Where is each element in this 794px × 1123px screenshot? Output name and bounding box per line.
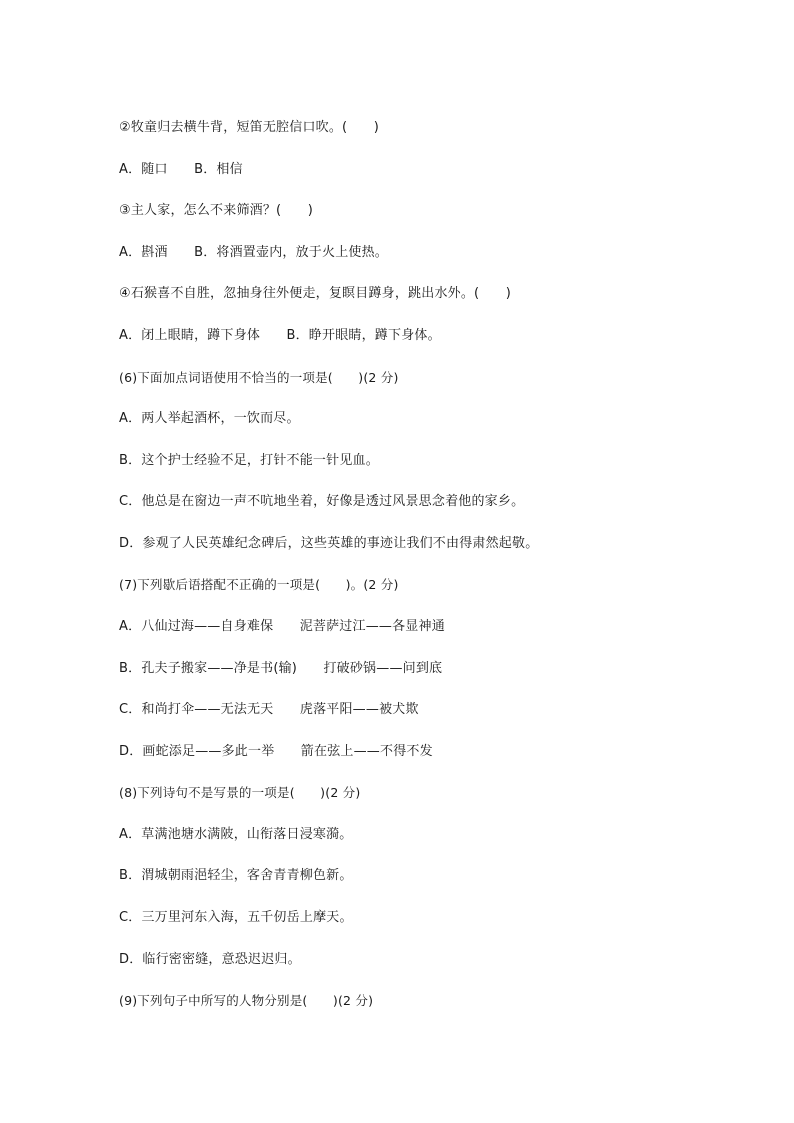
question-6-option-c: C．他总是在窗边一声不吭地坐着，好像是透过风景思念着他的家乡。: [119, 494, 525, 509]
question-6-option-a: A．两人举起酒杯，一饮而尽。: [119, 411, 300, 426]
question-5-item-2-options: A．随口 B．相信: [119, 162, 243, 177]
question-5-item-4-options: A．闭上眼睛，蹲下身体 B．睁开眼睛，蹲下身体。: [119, 328, 441, 343]
question-5-item-3: ③主人家，怎么不来筛酒？( ): [119, 203, 313, 218]
question-7-option-c: C．和尚打伞——无法无天 虎落平阳——被犬欺: [119, 702, 419, 717]
question-5-item-2: ②牧童归去横牛背，短笛无腔信口吹。( ): [119, 120, 379, 135]
question-7-option-d: D．画蛇添足——多此一举 箭在弦上——不得不发: [119, 744, 433, 759]
question-8-option-c: C．三万里河东入海，五千仞岳上摩天。: [119, 910, 353, 925]
question-6-stem: (6)下面加点词语使用不恰当的一项是( )(2 分): [119, 370, 399, 385]
question-6-option-b: B．这个护士经验不足，打针不能一针见血。: [119, 453, 379, 468]
question-7-stem: (7)下列歇后语搭配不正确的一项是( )。(2 分): [119, 577, 399, 592]
question-7-option-b: B．孔夫子搬家——净是书(输) 打破砂锅——问到底: [119, 661, 443, 676]
question-6-option-d: D．参观了人民英雄纪念碑后，这些英雄的事迹让我们不由得肃然起敬。: [119, 536, 539, 551]
question-7-option-a: A．八仙过海——自身难保 泥菩萨过江——各显神通: [119, 619, 445, 634]
question-8-option-b: B．渭城朝雨浥轻尘，客舍青青柳色新。: [119, 868, 353, 883]
question-5-item-3-options: A．斟酒 B．将酒置壶内，放于火上使热。: [119, 245, 389, 260]
question-8-stem: (8)下列诗句不是写景的一项是( )(2 分): [119, 785, 361, 800]
question-9-stem: (9)下列句子中所写的人物分别是( )(2 分): [119, 993, 374, 1008]
question-5-item-4: ④石猴喜不自胜，忽抽身往外便走，复瞑目蹲身，跳出水外。( ): [119, 286, 511, 301]
question-8-option-a: A．草满池塘水满陂，山衔落日浸寒漪。: [119, 827, 353, 842]
question-8-option-d: D．临行密密缝，意恐迟迟归。: [119, 952, 301, 967]
